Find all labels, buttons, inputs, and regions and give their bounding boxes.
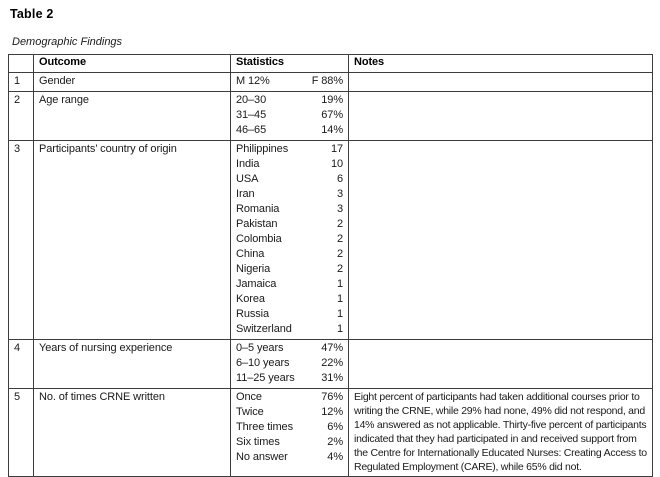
stat-value: 31% bbox=[321, 372, 343, 384]
statistics-cell bbox=[231, 141, 349, 340]
stat-line bbox=[236, 108, 343, 123]
notes-cell bbox=[349, 92, 653, 141]
stat-label: Colombia bbox=[236, 233, 282, 245]
stat-line bbox=[236, 74, 343, 89]
row-number-cell: 1 bbox=[9, 73, 34, 92]
stat-line bbox=[236, 93, 343, 108]
stat-label: 46–65 bbox=[236, 124, 267, 136]
stat-line bbox=[236, 123, 343, 138]
stat-value: 14% bbox=[321, 124, 343, 136]
stat-label: 0–5 years bbox=[236, 342, 284, 354]
stat-value: 4% bbox=[327, 451, 343, 463]
stat-label: Six times bbox=[236, 436, 280, 448]
stat-value: 17 bbox=[330, 143, 343, 155]
stat-line bbox=[236, 322, 343, 337]
outcome-cell: Gender bbox=[34, 73, 231, 92]
stat-value: 2% bbox=[327, 436, 343, 448]
notes-cell bbox=[349, 73, 653, 92]
row-number-cell: 4 bbox=[9, 340, 34, 389]
table-row bbox=[9, 340, 653, 389]
stat-line bbox=[236, 262, 343, 277]
outcome-cell: Participants’ country of origin bbox=[34, 141, 231, 340]
header-notes-cell: Notes bbox=[349, 55, 653, 73]
stat-label: Jamaica bbox=[236, 278, 277, 290]
stat-line bbox=[236, 435, 343, 450]
stat-value: 2 bbox=[336, 233, 343, 245]
stat-value: 76% bbox=[321, 391, 343, 403]
stat-label: Switzerland bbox=[236, 323, 292, 335]
stat-value: 47% bbox=[321, 342, 343, 354]
notes-cell: Eight percent of participants had taken additional courses prior to writing the CRNE, while 29% had none, 49% did not respond, and 14% answered as not applicable. Thirty-five percent of participants indicated that they had participated in and received support from the Centre for Internationally Educated Nurses: Creating Access to Regulated Employment (CARE), while 65% did not. bbox=[349, 389, 653, 477]
demographic-findings-table bbox=[8, 54, 653, 477]
stat-label: 6–10 years bbox=[236, 357, 290, 369]
table-row bbox=[9, 73, 653, 92]
header-number-cell bbox=[9, 55, 34, 73]
stat-line bbox=[236, 217, 343, 232]
stat-line bbox=[236, 247, 343, 262]
stat-line bbox=[236, 420, 343, 435]
stat-label: Nigeria bbox=[236, 263, 271, 275]
stat-value: 22% bbox=[321, 357, 343, 369]
stat-label: 31–45 bbox=[236, 109, 267, 121]
stat-label: No answer bbox=[236, 451, 288, 463]
stat-value: 2 bbox=[336, 263, 343, 275]
statistics-cell bbox=[231, 389, 349, 477]
stat-value: 67% bbox=[321, 109, 343, 121]
stat-value: F 88% bbox=[311, 75, 343, 87]
notes-cell bbox=[349, 340, 653, 389]
stat-label: Romania bbox=[236, 203, 280, 215]
stat-label: Three times bbox=[236, 421, 293, 433]
stat-line bbox=[236, 405, 343, 420]
stat-value: 1 bbox=[336, 278, 343, 290]
table-caption: Demographic Findings bbox=[12, 36, 123, 48]
stat-line bbox=[236, 341, 343, 356]
stat-label: Russia bbox=[236, 308, 270, 320]
stat-label: Philippines bbox=[236, 143, 289, 155]
stat-value: 10 bbox=[330, 158, 343, 170]
stat-line bbox=[236, 142, 343, 157]
stat-value: 12% bbox=[321, 406, 343, 418]
outcome-cell: Age range bbox=[34, 92, 231, 141]
stat-label: 11–25 years bbox=[236, 372, 295, 384]
outcome-cell: No. of times CRNE written bbox=[34, 389, 231, 477]
stat-line bbox=[236, 307, 343, 322]
stat-label: China bbox=[236, 248, 265, 260]
statistics-cell bbox=[231, 340, 349, 389]
stat-label: M 12% bbox=[236, 75, 270, 87]
table-header-row bbox=[9, 55, 653, 73]
table-row bbox=[9, 389, 653, 477]
statistics-cell bbox=[231, 92, 349, 141]
outcome-cell: Years of nursing experience bbox=[34, 340, 231, 389]
stat-line bbox=[236, 232, 343, 247]
stat-line bbox=[236, 356, 343, 371]
row-number-cell: 5 bbox=[9, 389, 34, 477]
stat-value: 19% bbox=[321, 94, 343, 106]
stat-label: 20–30 bbox=[236, 94, 267, 106]
stat-label: Twice bbox=[236, 406, 264, 418]
stat-line bbox=[236, 277, 343, 292]
stat-line bbox=[236, 157, 343, 172]
table-row bbox=[9, 141, 653, 340]
notes-cell bbox=[349, 141, 653, 340]
row-number-cell: 2 bbox=[9, 92, 34, 141]
stat-label: Iran bbox=[236, 188, 255, 200]
stat-label: Korea bbox=[236, 293, 265, 305]
row-number-cell: 3 bbox=[9, 141, 34, 340]
stat-label: India bbox=[236, 158, 260, 170]
stat-value: 3 bbox=[336, 203, 343, 215]
stat-line bbox=[236, 172, 343, 187]
stat-value: 1 bbox=[336, 293, 343, 305]
stat-value: 6 bbox=[336, 173, 343, 185]
stat-value: 1 bbox=[336, 308, 343, 320]
stat-value: 2 bbox=[336, 218, 343, 230]
stat-value: 1 bbox=[336, 323, 343, 335]
header-outcome-cell: Outcome bbox=[34, 55, 231, 73]
stat-value: 6% bbox=[327, 421, 343, 433]
stat-label: Pakistan bbox=[236, 218, 278, 230]
stat-line bbox=[236, 202, 343, 217]
page-title: Table 2 bbox=[10, 7, 54, 21]
stat-line bbox=[236, 390, 343, 405]
stat-line bbox=[236, 371, 343, 386]
table-row bbox=[9, 92, 653, 141]
header-statistics-cell: Statistics bbox=[231, 55, 349, 73]
stat-label: Once bbox=[236, 391, 262, 403]
stat-label: USA bbox=[236, 173, 259, 185]
stat-line bbox=[236, 292, 343, 307]
stat-value: 2 bbox=[336, 248, 343, 260]
stat-value: 3 bbox=[336, 188, 343, 200]
stat-line bbox=[236, 187, 343, 202]
table-body bbox=[9, 73, 653, 477]
statistics-cell bbox=[231, 73, 349, 92]
